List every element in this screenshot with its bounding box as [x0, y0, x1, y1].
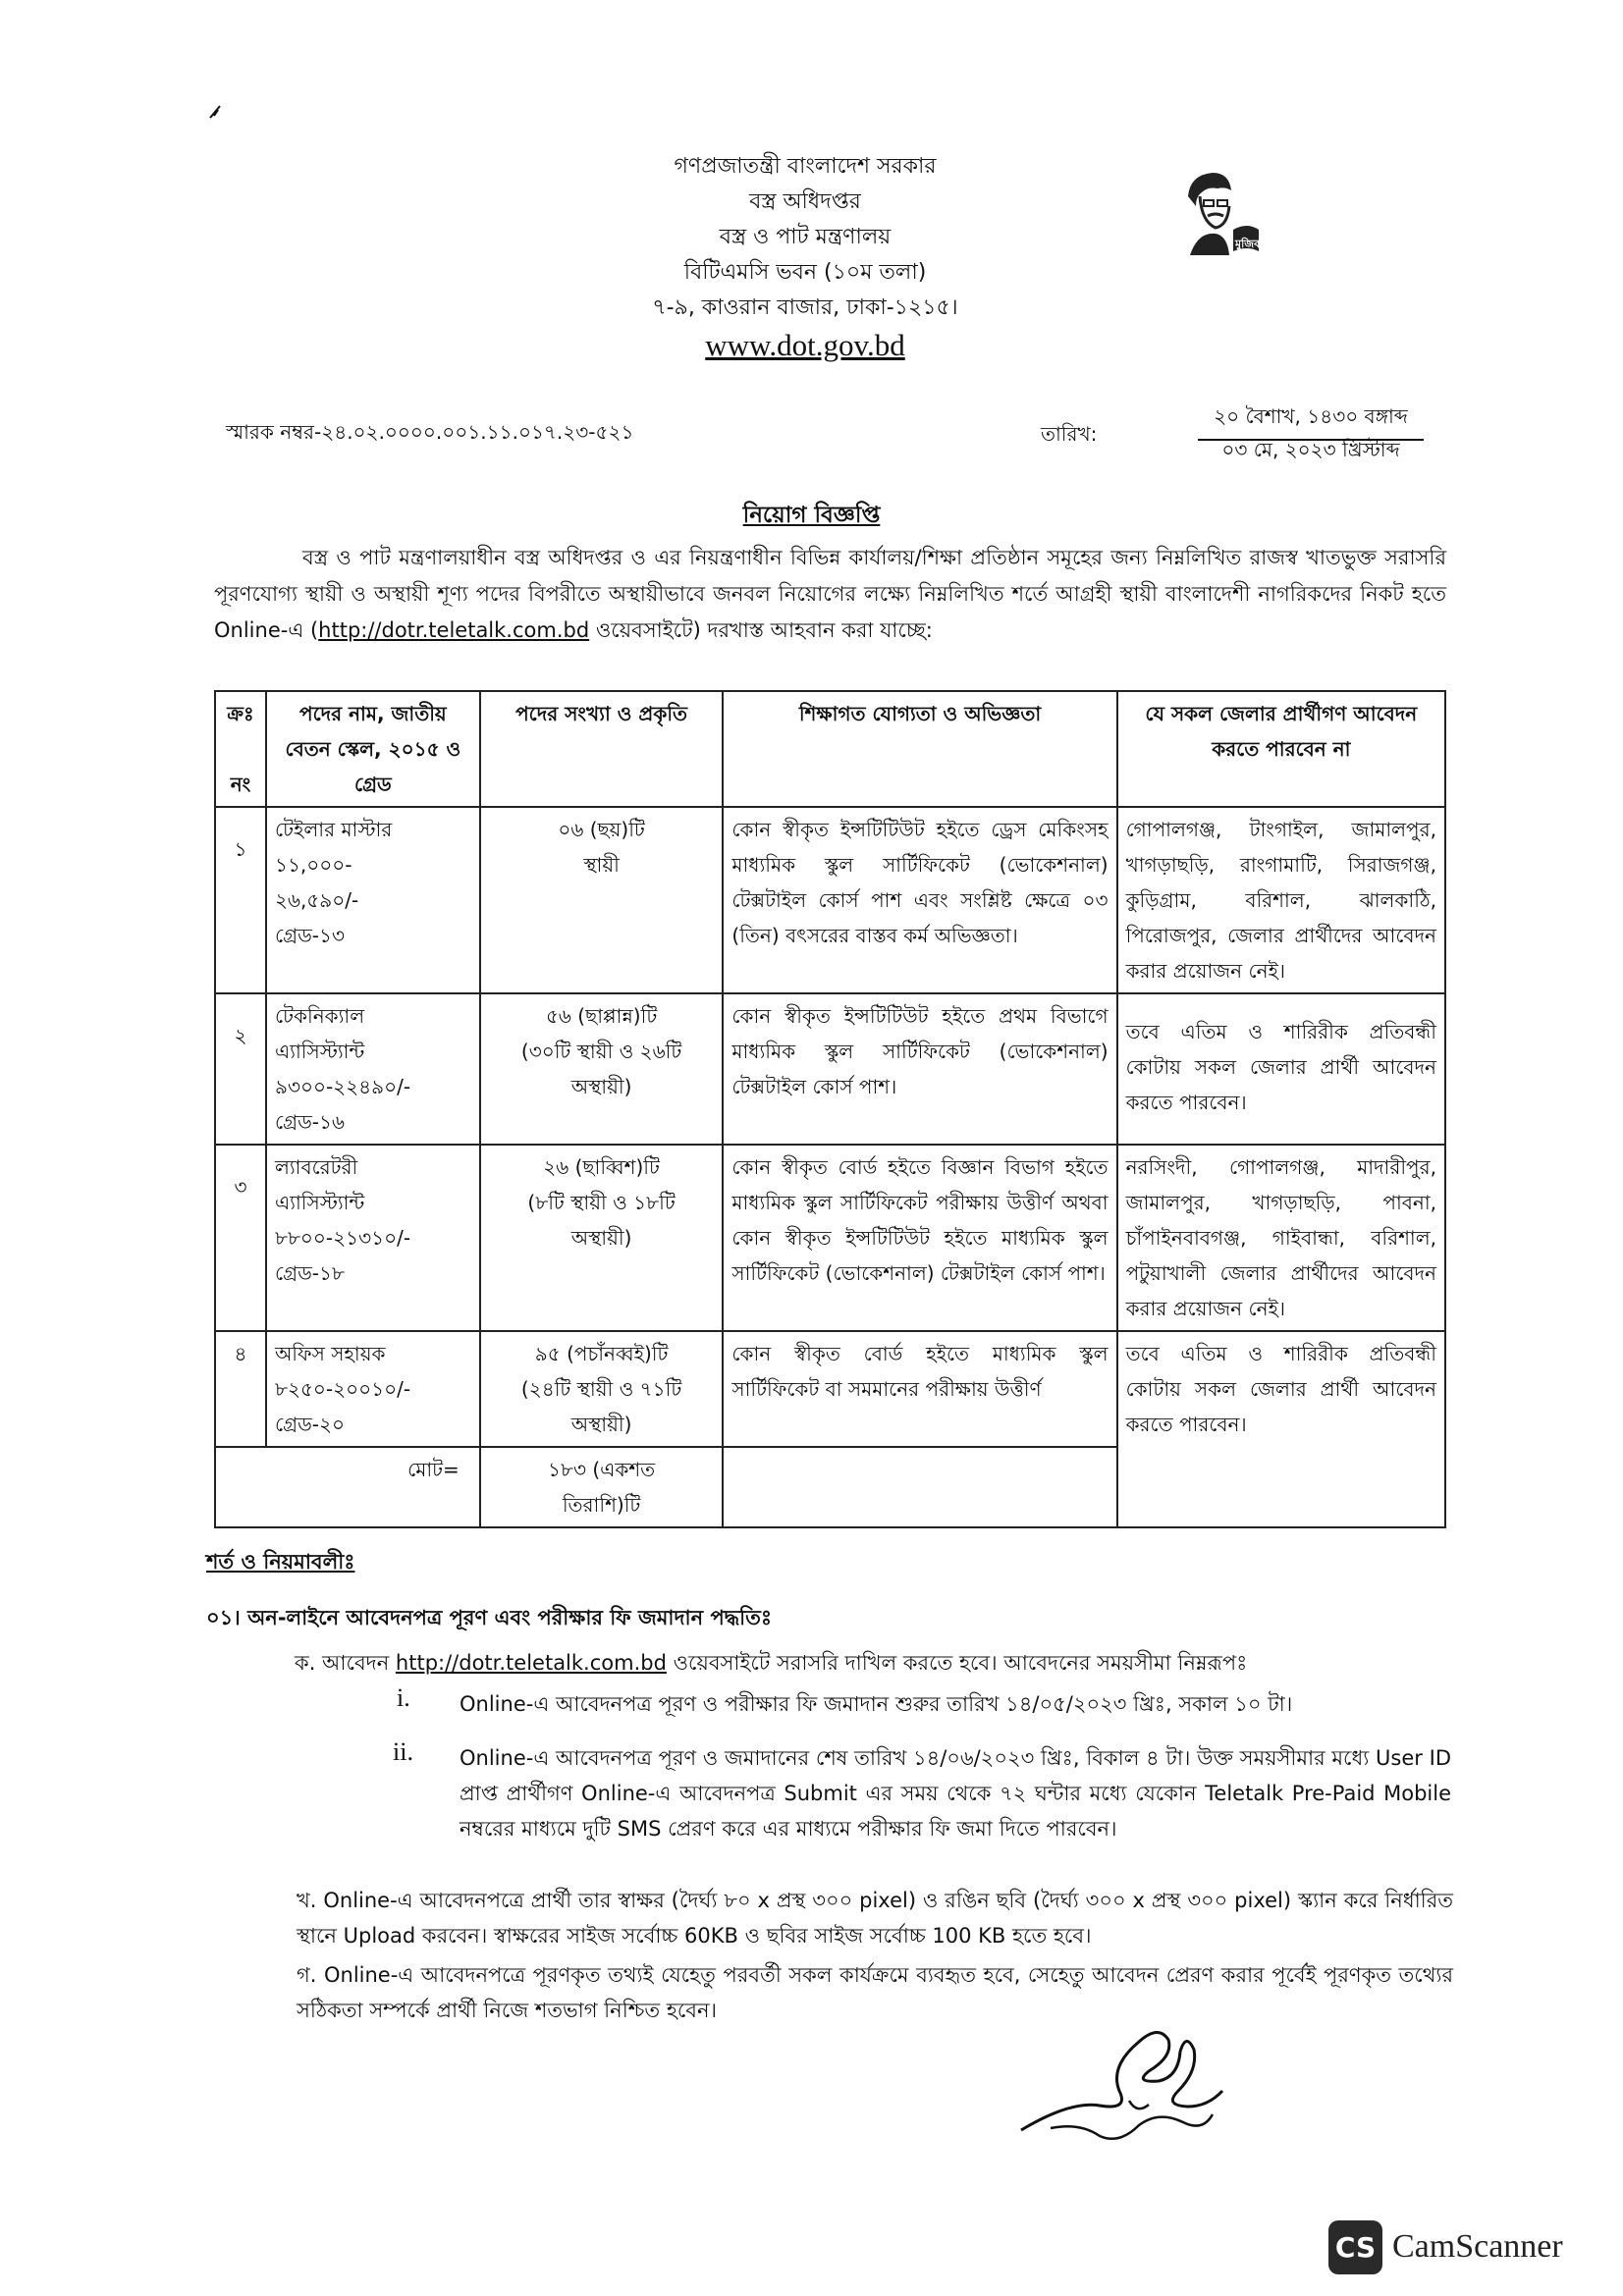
row-post: ল্যাবরেটরী এ্যাসিস্ট্যান্ট ৮৮০০-২১৩১০/- গ্রেড-১৮ [266, 1145, 480, 1331]
clause-ka: ক. আবেদন http://dotr.teletalk.com.bd ওয়েবসাইটে সরাসরি দাখিল করতে হবে। আবেদনের সময়সীমা নিম্নরূপঃ [295, 1651, 1248, 1675]
clause-ga: গ. Online-এ আবেদনপত্রে পূরণকৃত তথ্যই যেহেতু পরবর্তী সকল কার্যক্রমে ব্যবহৃত হবে, সেহেতু আবেদন প্রেরণ করার পূর্বেই পূরণকৃত তথ্যের সঠিকতা সম্পর্কে প্রার্থী নিজে শতভাগ নিশ্চিত হবেন। [297, 1963, 1453, 2022]
table-row [215, 807, 1445, 993]
camscanner-badge: CS [1328, 2220, 1382, 2274]
row-post: অফিস সহায়ক ৮২৫০-২০০১০/- গ্রেড-২০ [266, 1331, 480, 1447]
row-serial: ৩ [215, 1145, 266, 1331]
notice-title: নিয়োগ বিজ্ঞপ্তি [742, 503, 881, 528]
stray-mark [206, 102, 226, 128]
row-serial: ৪ [215, 1331, 266, 1447]
intro-text-a: বস্ত্র ও পাট মন্ত্রণালয়াধীন বস্ত্র অধিদপ্তর ও এর নিয়ন্ত্রণাধীন বিভিন্ন কার্যালয়/শিক্ষা প্রতিষ্ঠান সমূহের জন্য নিম্নলিখিত রাজস্ব খাতভুক্ত সরাসরি পূরণযোগ্য স্থায়ী ও অস্থায়ী শূণ্য পদের বিপরীতে অস্থায়ীভাবে জনবল নিয়োগের লক্ষ্যে নিম্নলিখিত শর্তে আগ্রহী স্থায়ী বাংলাদেশী নাগরিকদের নিকট হতে Online-এ ( [214, 546, 1446, 642]
row-count: ৯৫ (পচাঁনব্বই)টি (২৪টি স্থায়ী ও ৭১টি অস্থায়ী) [480, 1331, 724, 1447]
item-i-text: Online-এ আবেদনপত্র পূরণ ও পরীক্ষার ফি জমাদান শুরুর তারিখ ১৪/০৫/২০২৩ খ্রিঃ, সকাল ১০ টা। [460, 1692, 1293, 1716]
ka-link[interactable]: http://dotr.teletalk.com.bd [395, 1651, 667, 1675]
date-bangla: ২০ বৈশাখ, ১৪৩০ বঙ্গাব্দ [1198, 402, 1424, 441]
total-empty [723, 1447, 1116, 1527]
intro-text-b: ওয়েবসাইটে) দরখাস্ত আহবান করা যাচ্ছে: [589, 618, 933, 642]
row-count: ৫৬ (ছাপ্পান্ন)টি (৩০টি স্থায়ী ও ২৬টি অস্থায়ী) [480, 993, 724, 1145]
posts-table [214, 690, 1446, 1528]
clause-kha: খ. Online-এ আবেদনপত্রে প্রার্থী তার স্বাক্ষর (দৈর্ঘ্য ৮০ x প্রস্থ ৩০০ pixel) ও রঙিন ছবি (দৈর্ঘ্য ৩০০ x প্রস্থ ৩০০ pixel) স্ক্যান করে নির্ধারিত স্থানে Upload করবেন। স্বাক্ষরের সাইজ সর্বোচ্চ 60KB ও ছবির সাইজ সর্বোচ্চ 100 KB হতে হবে। [297, 1889, 1453, 1948]
row-serial: ২ [215, 993, 266, 1145]
item-ii-text: Online-এ আবেদনপত্র পূরণ ও জমাদানের শেষ তারিখ ১৪/০৬/২০২৩ খ্রিঃ, বিকাল ৪ টা। উক্ত সময়সীমার মধ্যে User ID প্রাপ্ত প্রার্থীগণ Online-এ আবেদনপত্র Submit এর সময় থেকে ৭২ ঘন্টার মধ্যে যেকোন Teletalk Pre-Paid Mobile নম্বরের মাধ্যমে দুটি SMS প্রেরণ করে এর মাধ্যমে পরীক্ষার ফি জমা দিতে পারবেন। [460, 1746, 1451, 1841]
header-website[interactable]: www.dot.gov.bd [705, 328, 905, 362]
camscanner-label: CamScanner [1392, 2228, 1563, 2265]
header-government: গণপ্রজাতন্ত্রী বাংলাদেশ সরকার [674, 154, 937, 179]
header-address: ৭-৯, কাওরান বাজার, ঢাকা-১২১৫। [652, 295, 958, 320]
terms-heading: শর্ত ও নিয়মাবলীঃ [206, 1550, 355, 1574]
header-ministry: বস্ত্র ও পাট মন্ত্রণালয় [719, 225, 892, 249]
row-post: টেকনিক্যাল এ্যাসিস্ট্যান্ট ৯৩০০-২২৪৯০/- গ্রেড-১৬ [266, 993, 480, 1145]
signature-icon [1011, 2012, 1237, 2150]
section-1-heading: ০১। অন-লাইনে আবেদনপত্র পূরণ এবং পরীক্ষার ফি জমাদান পদ্ধতিঃ [206, 1606, 773, 1629]
notice-intro [214, 540, 1446, 649]
table-row [215, 1145, 1445, 1331]
col-districts: যে সকল জেলার প্রার্থীগণ আবেদন করতে পারবেন না [1117, 691, 1445, 807]
row-qualification: কোন স্বীকৃত ইন্সটিটিউট হইতে প্রথম বিভাগে মাধ্যমিক স্কুল সার্টিফিকেট (ভোকেশনাল) টেক্সটাইল কোর্স পাশ। [723, 993, 1116, 1145]
row-qualification: কোন স্বীকৃত ইন্সটিটিউট হইতে ড্রেস মেকিংসহ মাধ্যমিক স্কুল সার্টিফিকেট (ভোকেশনাল) টেক্সটাইল কোর্স পাশ এবং সংশ্লিষ্ট ক্ষেত্রে ০৩ (তিন) বৎসরের বাস্তব কর্ম অভিজ্ঞতা। [723, 807, 1116, 993]
memo-reference: স্মারক নম্বর-২৪.০২.০০০০.০০১.১১.০১৭.২৩-৫২১ [226, 420, 634, 444]
row-count: ০৬ (ছয়)টি স্থায়ী [480, 807, 724, 993]
mujib-logo [1168, 157, 1290, 265]
intro-link[interactable]: http://dotr.teletalk.com.bd [318, 618, 590, 642]
signature [1011, 2012, 1237, 2150]
header-department: বস্ত্র অধিদপ্তর [749, 189, 861, 214]
office-header [530, 149, 1080, 363]
row-districts: তবে এতিম ও শারিরীক প্রতিবন্ধী কোটায় সকল জেলার প্রার্থী আবেদন করতে পারবেন। [1117, 1331, 1445, 1527]
table-row [215, 993, 1445, 1145]
row-qualification: কোন স্বীকৃত বোর্ড হইতে মাধ্যমিক স্কুল সার্টিফিকেট বা সমমানের পরীক্ষায় উত্তীর্ণ [723, 1331, 1116, 1447]
item-ii-number: ii. [393, 1737, 413, 1766]
header-building: বিটিএমসি ভবন (১০ম তলা) [683, 260, 927, 285]
logo-caption: মুজিব শতবর্ষ [1235, 238, 1290, 250]
col-qualification: শিক্ষাগত যোগ্যতা ও অভিজ্ঞতা [723, 691, 1116, 807]
date-label: তারিখ: [1041, 422, 1098, 446]
date-english: ০৩ মে, ২০২৩ খ্রিস্টাব্দ [1221, 438, 1400, 461]
total-label: মোট= [215, 1447, 480, 1527]
row-serial: ১ [215, 807, 266, 993]
row-districts: নরসিংদী, গোপালগঞ্জ, মাদারীপুর, জামালপুর, খাগড়াছড়ি, পাবনা, চাঁপাইনবাবগঞ্জ, গাইবান্ধা, বরিশাল, পটুয়াখালী জেলার প্রার্থীদের আবেদন করার প্রয়োজন নেই। [1117, 1145, 1445, 1331]
row-post: টেইলার মাস্টার ১১,০০০- ২৬,৫৯০/- গ্রেড-১৩ [266, 807, 480, 993]
total-count: ১৮৩ (একশত তিরাশি)টি [480, 1447, 724, 1527]
row-districts: তবে এতিম ও শারিরীক প্রতিবন্ধী কোটায় সকল জেলার প্রার্থী আবেদন করতে পারবেন। [1117, 993, 1445, 1145]
col-count: পদের সংখ্যা ও প্রকৃতি [480, 691, 724, 807]
notice-title-wrap [0, 497, 1623, 535]
table-row [215, 1331, 1445, 1447]
row-count: ২৬ (ছাব্বিশ)টি (৮টি স্থায়ী ও ১৮টি অস্থায়ী) [480, 1145, 724, 1331]
row-districts: গোপালগঞ্জ, টাংগাইল, জামালপুর, খাগড়াছড়ি, রাংগামাটি, সিরাজগঞ্জ, কুড়িগ্রাম, বরিশাল, ঝালকাঠি, পিরোজপুর, জেলার প্রার্থীদের আবেদন করার প্রয়োজন নেই। [1117, 807, 1445, 993]
table-header-row [215, 691, 1445, 807]
item-i-number: i. [397, 1683, 410, 1712]
col-post: পদের নাম, জাতীয় বেতন স্কেল, ২০১৫ ও গ্রেড [266, 691, 480, 807]
col-serial: ক্রঃ নং [215, 691, 266, 807]
row-qualification: কোন স্বীকৃত বোর্ড হইতে বিজ্ঞান বিভাগ হইতে মাধ্যমিক স্কুল সার্টিফিকেট পরীক্ষায় উত্তীর্ণ অথবা কোন স্বীকৃত ইন্সটিটিউট হইতে মাধ্যমিক স্কুল সার্টিফিকেট (ভোকেশনাল) টেক্সটাইল কোর্স পাশ। [723, 1145, 1116, 1331]
